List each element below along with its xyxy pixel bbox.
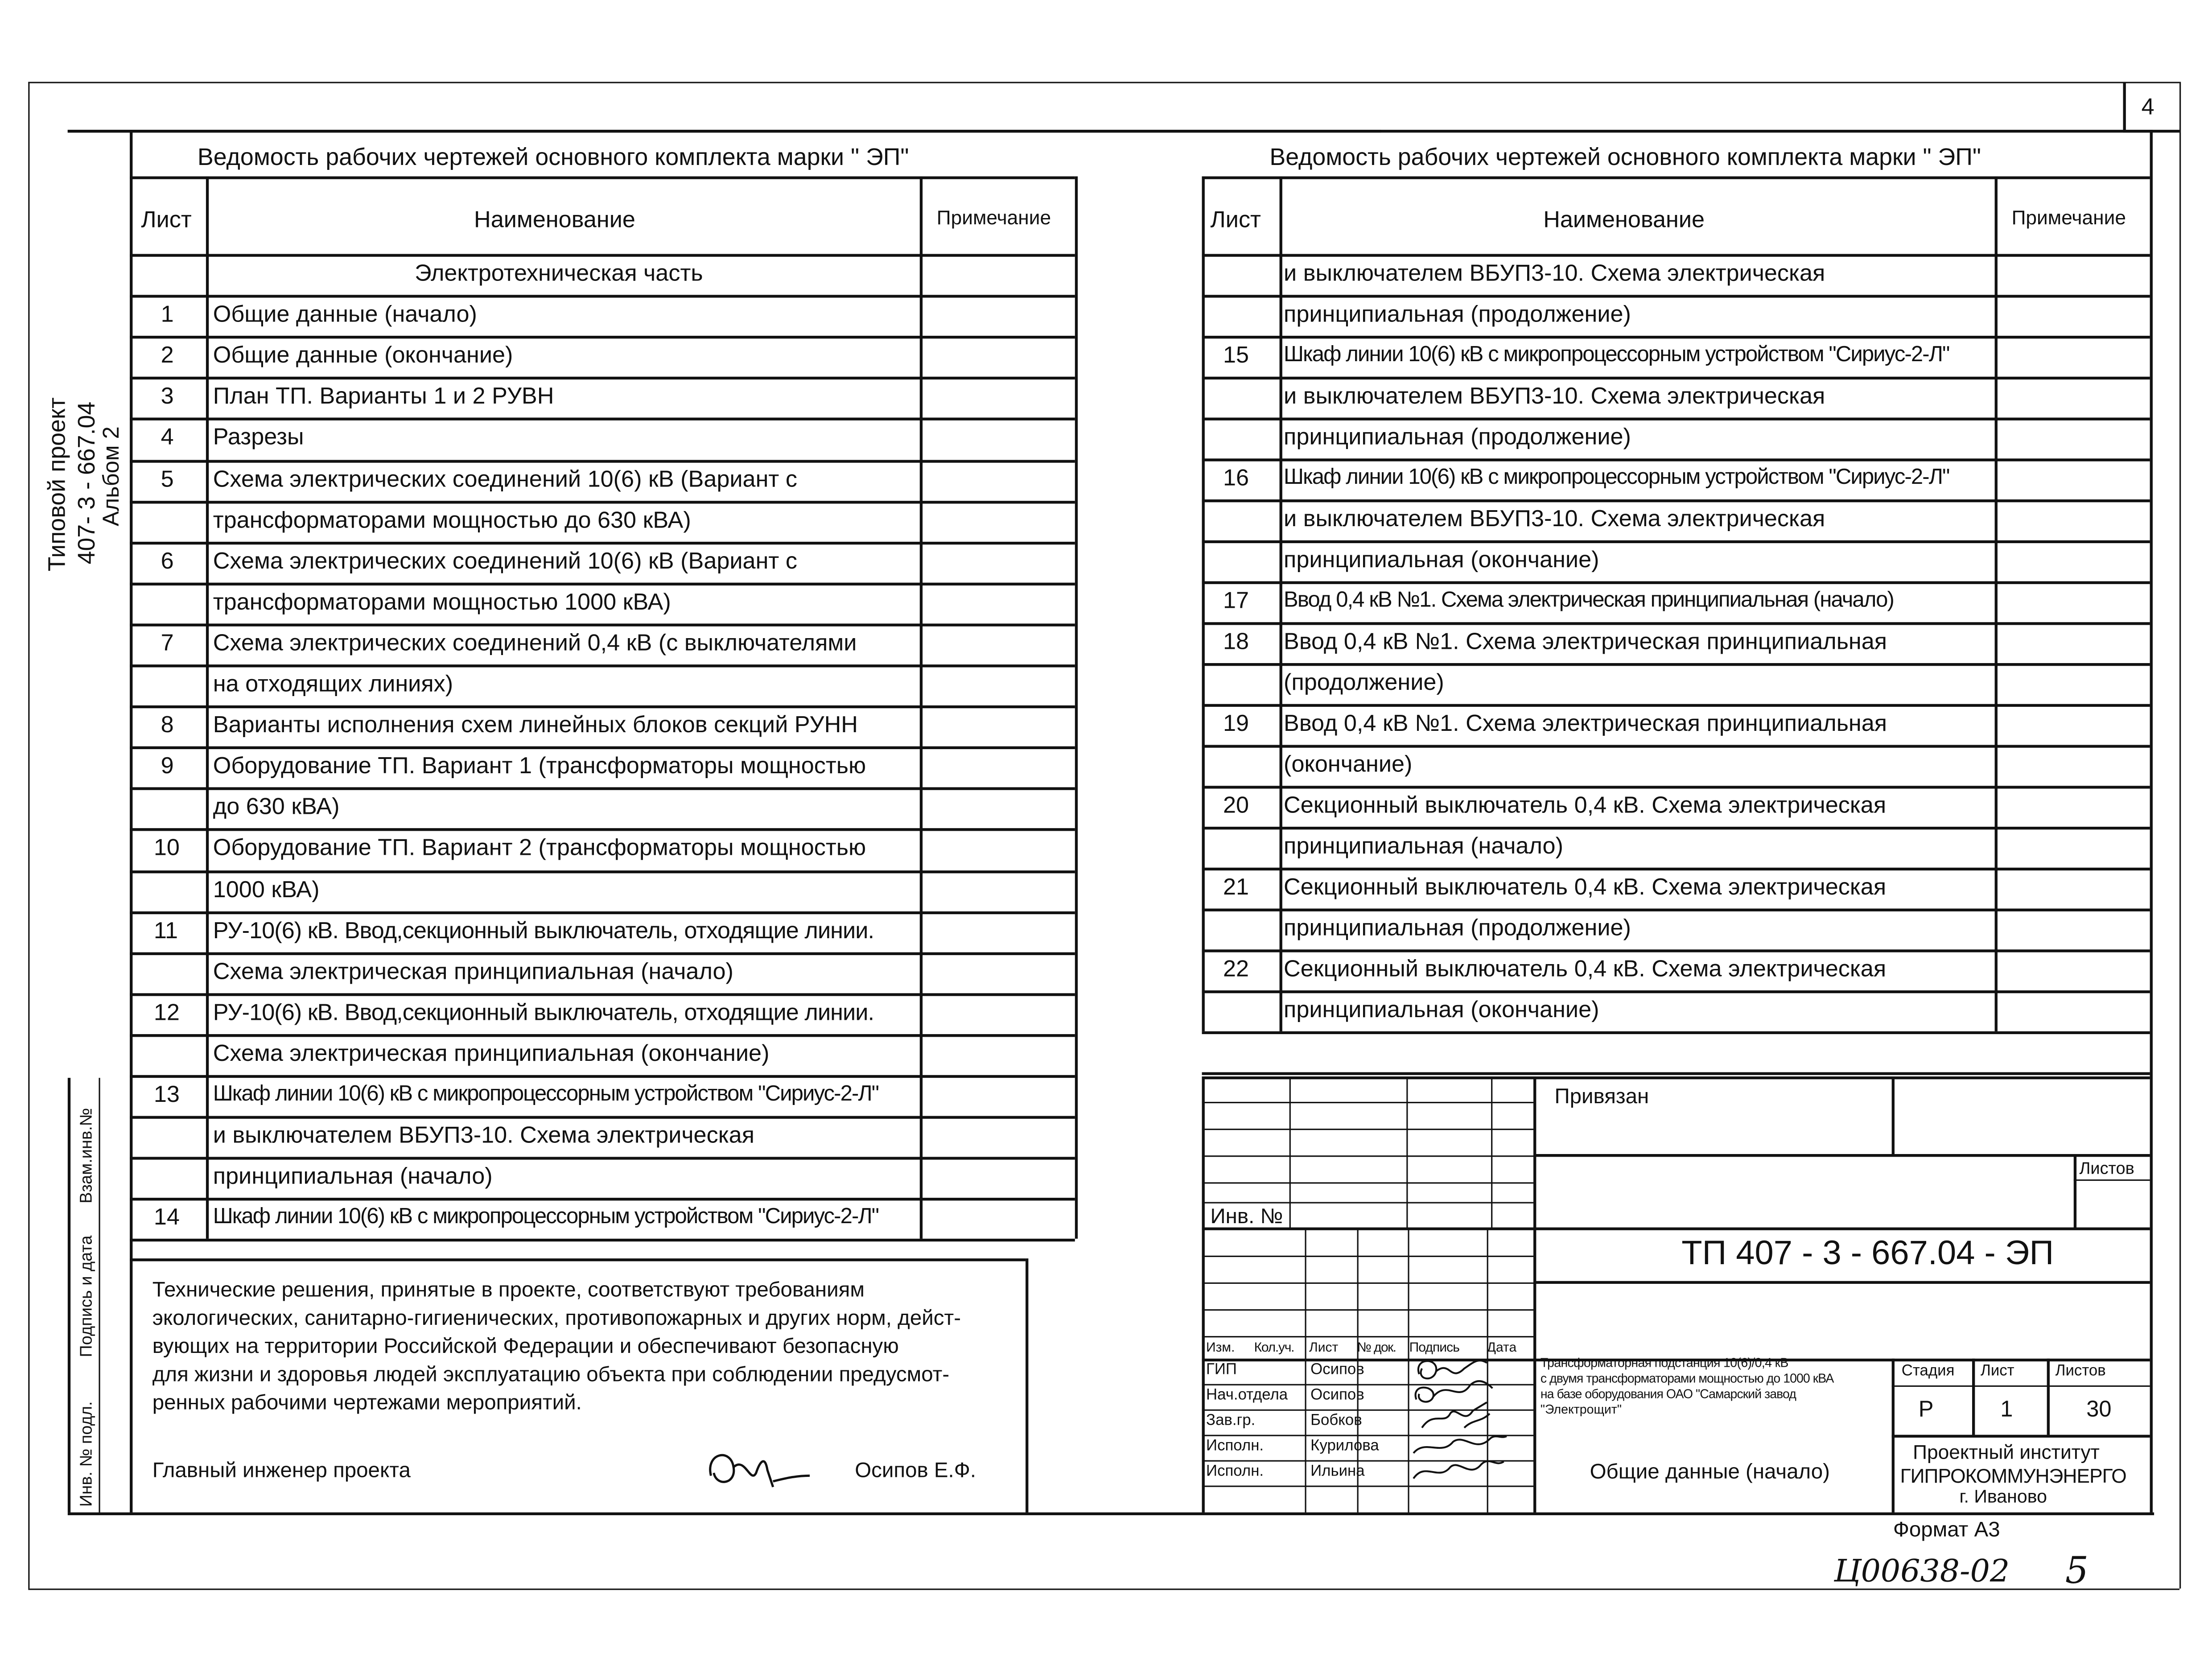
rule-line bbox=[68, 130, 1381, 132]
rule-line bbox=[1202, 949, 2150, 952]
row-title: Общие данные (начало) bbox=[213, 302, 477, 328]
stage-value: Р bbox=[1918, 1398, 1934, 1422]
staff-signatures bbox=[1408, 1354, 1535, 1490]
row-title: Схема электрических соединений 10(6) кВ (Вариант с bbox=[213, 466, 797, 492]
row-title: принципиальная (окончание) bbox=[1284, 997, 1599, 1023]
rule-line bbox=[130, 705, 1075, 708]
rule-line bbox=[1202, 1102, 1533, 1103]
row-title: на отходящих линиях) bbox=[213, 671, 453, 697]
rule-line bbox=[1202, 295, 2150, 297]
col-izm: Изм. bbox=[1206, 1340, 1235, 1356]
rule-line bbox=[1202, 663, 2150, 666]
rule-line bbox=[130, 582, 1075, 585]
row-sheet-number: 19 bbox=[1223, 711, 1249, 737]
rule-line bbox=[130, 746, 1075, 749]
rule-line bbox=[1491, 1076, 1492, 1228]
row-title: и выключателем ВБУП3-10. Схема электрическая bbox=[1284, 506, 1825, 532]
statement-line-1: Технические решения, принятые в проекте, соответствуют требованиям bbox=[152, 1278, 865, 1303]
row-title: Ввод 0,4 кВ №1. Схема электрическая принципиальная (начало) bbox=[1284, 588, 1894, 613]
statement-line-5: ренных рабочими чертежами мероприятий. bbox=[152, 1391, 582, 1415]
rule-line bbox=[130, 870, 1075, 872]
staff-name: Бобков bbox=[1310, 1412, 1362, 1429]
col-doc: № док. bbox=[1357, 1340, 1396, 1356]
row-title: Секционный выключатель 0,4 кВ. Схема электрическая bbox=[1284, 793, 1887, 819]
row-title: принципиальная (продолжение) bbox=[1284, 302, 1631, 328]
right-header-note: Примечание bbox=[2011, 206, 2126, 229]
col-kol: Кол.уч. bbox=[1254, 1340, 1294, 1356]
row-sheet-number: 14 bbox=[153, 1205, 180, 1231]
row-title: Секционный выключатель 0,4 кВ. Схема электрическая bbox=[1284, 957, 1887, 982]
listov-top-label: Листов bbox=[2079, 1158, 2134, 1178]
sheet-number: 4 bbox=[2141, 94, 2154, 120]
left-header-name: Наименование bbox=[474, 207, 635, 233]
rule-line bbox=[1533, 1154, 2150, 1157]
rule-line bbox=[130, 1116, 1075, 1119]
rule-line bbox=[130, 336, 1075, 339]
chief-signature bbox=[703, 1442, 816, 1498]
rule-line bbox=[1202, 990, 2150, 993]
rule-line bbox=[68, 1078, 70, 1512]
row-sheet-number: 12 bbox=[153, 1000, 180, 1026]
row-title: принципиальная (начало) bbox=[1284, 833, 1563, 859]
handwritten-page-number: 5 bbox=[2065, 1550, 2089, 1593]
rule-line bbox=[1202, 1076, 1205, 1513]
row-title: (окончание) bbox=[1284, 752, 1413, 778]
row-title: План ТП. Варианты 1 и 2 РУВН bbox=[213, 384, 554, 410]
rule-line bbox=[130, 664, 1075, 667]
row-sheet-number: 1 bbox=[161, 302, 174, 328]
organization-line-3: г. Иваново bbox=[1959, 1485, 2047, 1507]
rule-line bbox=[1972, 1359, 1975, 1435]
sheet-title: Общие данные (начало) bbox=[1590, 1460, 1830, 1484]
row-title: и выключателем ВБУП3-10. Схема электрическая bbox=[1284, 261, 1825, 287]
rule-line bbox=[1202, 1282, 1533, 1284]
rule-line bbox=[1533, 1228, 2150, 1230]
rule-line bbox=[28, 82, 29, 1589]
rule-line bbox=[1202, 1182, 1533, 1183]
row-title: Оборудование ТП. Вариант 2 (трансформаторы мощностью bbox=[213, 836, 866, 862]
row-title: Шкаф линии 10(6) кВ с микропроцессорным устройством "Сириус-2-Л" bbox=[213, 1082, 879, 1106]
rule-line bbox=[130, 1075, 1075, 1078]
row-title: до 630 кВА) bbox=[213, 795, 340, 820]
row-sheet-number: 10 bbox=[153, 836, 180, 862]
row-title: Электротехническая часть bbox=[415, 261, 703, 287]
row-sheet-number: 3 bbox=[161, 384, 174, 410]
sheet-label: Лист bbox=[1980, 1363, 2014, 1380]
row-title: Разрезы bbox=[213, 425, 304, 451]
staff-name: Ильина bbox=[1310, 1463, 1365, 1480]
row-sheet-number: 18 bbox=[1223, 629, 1249, 655]
rule-line bbox=[130, 459, 1075, 462]
rule-line bbox=[1995, 176, 1998, 1031]
rule-line bbox=[1202, 254, 2150, 256]
rule-line bbox=[1202, 377, 2150, 379]
sheet-value: 1 bbox=[2000, 1398, 2013, 1422]
rule-line bbox=[1026, 1258, 1028, 1512]
staff-role: Исполн. bbox=[1206, 1437, 1264, 1455]
rule-line bbox=[1202, 1031, 2150, 1034]
strip-label-vzam: Взам.инв.№ bbox=[76, 1108, 96, 1204]
rule-line bbox=[1202, 1202, 1533, 1204]
row-sheet-number: 5 bbox=[161, 466, 174, 492]
left-header-note: Примечание bbox=[936, 206, 1051, 229]
row-sheet-number: 17 bbox=[1223, 588, 1249, 614]
rule-line bbox=[68, 1513, 2154, 1515]
stamp-line-3: Альбом 2 bbox=[100, 426, 124, 527]
statement-line-2: экологических, санитарно-гигиенических, противопожарных и других норм, дейст- bbox=[152, 1306, 961, 1331]
stage-label: Стадия bbox=[1901, 1363, 1955, 1380]
format-label: Формат А3 bbox=[1893, 1518, 2000, 1542]
privyazan-label: Привязан bbox=[1554, 1084, 1649, 1109]
row-sheet-number: 8 bbox=[161, 713, 174, 738]
rule-line bbox=[1202, 827, 2150, 829]
rule-line bbox=[130, 952, 1075, 955]
chief-engineer-label: Главный инженер проекта bbox=[152, 1459, 411, 1483]
rule-line bbox=[1202, 622, 2150, 625]
col-podpis: Подпись bbox=[1409, 1340, 1459, 1356]
rule-line bbox=[1289, 1076, 1291, 1228]
stamp-line-2: 407- 3 - 667.04 bbox=[73, 401, 100, 565]
row-title: и выключателем ВБУП3-10. Схема электрическая bbox=[213, 1123, 754, 1149]
row-title: трансформаторами мощностью 1000 кВА) bbox=[213, 589, 671, 615]
row-title: Общие данные (окончание) bbox=[213, 343, 513, 369]
row-title: Схема электрических соединений 10(6) кВ (Вариант с bbox=[213, 548, 797, 574]
document-designation: ТП 407 - 3 - 667.04 - ЭП bbox=[1681, 1234, 2054, 1273]
row-sheet-number: 4 bbox=[161, 425, 174, 451]
rule-line bbox=[28, 82, 2179, 83]
row-sheet-number: 22 bbox=[1223, 957, 1249, 982]
rule-line bbox=[2047, 1359, 2050, 1435]
col-data: Дата bbox=[1487, 1340, 1517, 1356]
staff-role: Нач.отдела bbox=[1206, 1387, 1288, 1404]
row-sheet-number: 9 bbox=[161, 754, 174, 779]
row-title: трансформаторами мощностью до 630 кВА) bbox=[213, 507, 691, 533]
rule-line bbox=[1202, 176, 1205, 1031]
rule-line bbox=[1202, 336, 2150, 338]
row-sheet-number: 11 bbox=[153, 918, 178, 944]
rule-line bbox=[130, 254, 1075, 256]
rule-line bbox=[130, 418, 1075, 421]
right-header-name: Наименование bbox=[1543, 207, 1705, 233]
rule-line bbox=[130, 787, 1075, 790]
statement-line-3: вующих на территории Российской Федерации и обеспечивают безопасную bbox=[152, 1334, 899, 1359]
row-title: Шкаф линии 10(6) кВ с микропроцессорным устройством "Сириус-2-Л" bbox=[213, 1205, 879, 1229]
row-title: Секционный выключатель 0,4 кВ. Схема электрическая bbox=[1284, 874, 1887, 900]
rule-line bbox=[130, 911, 1075, 914]
rule-line bbox=[130, 1239, 1075, 1242]
left-table-title: Ведомость рабочих чертежей основного комплекта марки " ЭП" bbox=[197, 144, 909, 171]
rule-line bbox=[130, 377, 1075, 380]
sheets-label: Листов bbox=[2055, 1363, 2106, 1380]
rule-line bbox=[1202, 417, 2150, 420]
rule-line bbox=[130, 623, 1075, 626]
row-sheet-number: 15 bbox=[1223, 342, 1249, 368]
statement-line-4: для жизни и здоровья людей эксплуатацию объекта при соблюдении предусмот- bbox=[152, 1363, 950, 1387]
rule-line bbox=[1202, 1072, 2150, 1075]
handwritten-archive-number: Ц00638-02 bbox=[1833, 1554, 2010, 1590]
rule-line bbox=[1075, 176, 1078, 1239]
row-title: Шкаф линии 10(6) кВ с микропроцессорным устройством "Сириус-2-Л" bbox=[1284, 342, 1949, 367]
row-title: и выключателем ВБУП3-10. Схема электрическая bbox=[1284, 383, 1825, 409]
object-name-3: на базе оборудования ОАО "Самарский завод bbox=[1540, 1387, 1796, 1401]
rule-line bbox=[1202, 581, 2150, 584]
right-table-title: Ведомость рабочих чертежей основного комплекта марки " ЭП" bbox=[1269, 144, 1981, 171]
rule-line bbox=[1406, 1076, 1408, 1228]
row-title: (продолжение) bbox=[1284, 670, 1444, 696]
row-sheet-number: 16 bbox=[1223, 466, 1249, 491]
rule-line bbox=[2123, 82, 2126, 130]
rule-line bbox=[1202, 786, 2150, 788]
rule-line bbox=[2074, 1179, 2150, 1181]
rule-line bbox=[1202, 1129, 1533, 1130]
rule-line bbox=[130, 1034, 1075, 1037]
rule-line bbox=[130, 1198, 1075, 1201]
organization-line-2: ГИПРОКОММУНЭНЕРГО bbox=[1900, 1464, 2126, 1487]
inv-number-label: Инв. № bbox=[1210, 1204, 1283, 1229]
rule-line bbox=[1202, 1155, 1533, 1157]
right-header-sheet: Лист bbox=[1210, 207, 1261, 233]
strip-label-podpis: Подпись и дата bbox=[76, 1235, 96, 1357]
col-list: Лист bbox=[1309, 1340, 1339, 1356]
object-name-2: с двумя трансформаторами мощностью до 1000 кВА bbox=[1540, 1371, 1834, 1385]
row-sheet-number: 2 bbox=[161, 343, 174, 369]
row-title: Схема электрических соединений 0,4 кВ (с выключателями bbox=[213, 630, 857, 656]
sheets-value: 30 bbox=[2086, 1398, 2112, 1422]
rule-line bbox=[1202, 908, 2150, 911]
row-sheet-number: 7 bbox=[161, 630, 174, 656]
staff-name: Курилова bbox=[1310, 1437, 1379, 1455]
rule-line bbox=[1280, 176, 1282, 1031]
rule-line bbox=[2150, 130, 2153, 1513]
rule-line bbox=[2179, 82, 2181, 1589]
row-title: принципиальная (продолжение) bbox=[1284, 915, 1631, 941]
left-header-sheet: Лист bbox=[141, 207, 192, 233]
rule-line bbox=[1202, 1309, 1533, 1311]
rule-line bbox=[1202, 499, 2150, 502]
rule-line bbox=[1202, 868, 2150, 870]
rule-line bbox=[2074, 1154, 2076, 1228]
stamp-line-1: Типовой проект bbox=[44, 397, 71, 572]
object-name-4: "Электрощит" bbox=[1540, 1402, 1622, 1417]
row-title: Схема электрическая принципиальная (окончание) bbox=[213, 1041, 770, 1067]
rule-line bbox=[130, 295, 1075, 298]
rule-line bbox=[130, 1157, 1075, 1160]
chief-engineer-name: Осипов Е.Ф. bbox=[855, 1459, 976, 1483]
row-title: Шкаф линии 10(6) кВ с микропроцессорным устройством "Сириус-2-Л" bbox=[1284, 466, 1949, 490]
rule-line bbox=[130, 541, 1075, 544]
row-title: Варианты исполнения схем линейных блоков секций РУНН bbox=[213, 713, 858, 738]
row-title: РУ-10(6) кВ. Ввод,секционный выключатель, отходящие линии. bbox=[213, 918, 874, 944]
rule-line bbox=[1202, 704, 2150, 707]
staff-role: Зав.гр. bbox=[1206, 1412, 1256, 1429]
rule-line bbox=[1202, 540, 2150, 543]
row-title: принципиальная (окончание) bbox=[1284, 547, 1599, 573]
row-title: 1000 кВА) bbox=[213, 877, 320, 903]
rule-line bbox=[1533, 1281, 2150, 1284]
rule-line bbox=[1202, 176, 2150, 179]
row-title: принципиальная (продолжение) bbox=[1284, 425, 1631, 450]
rule-line bbox=[130, 829, 1075, 831]
rule-line bbox=[1202, 1336, 1533, 1337]
row-title: РУ-10(6) кВ. Ввод,секционный выключатель, отходящие линии. bbox=[213, 1000, 874, 1026]
rule-line bbox=[1892, 1385, 2150, 1387]
object-name-1: Трансформаторная подстанция 10(6)/0,4 кВ bbox=[1540, 1356, 1788, 1370]
rule-line bbox=[130, 176, 1075, 179]
strip-label-inv: Инв. № подл. bbox=[76, 1401, 96, 1507]
staff-role: ГИП bbox=[1206, 1361, 1237, 1379]
row-title: Ввод 0,4 кВ №1. Схема электрическая принципиальная bbox=[1284, 629, 1887, 655]
rule-line bbox=[1202, 1076, 2150, 1079]
rule-line bbox=[1305, 1228, 1306, 1513]
row-title: Ввод 0,4 кВ №1. Схема электрическая принципиальная bbox=[1284, 711, 1887, 737]
rule-line bbox=[1202, 745, 2150, 747]
row-sheet-number: 6 bbox=[161, 548, 174, 574]
row-title: принципиальная (начало) bbox=[213, 1164, 493, 1190]
rule-line bbox=[1892, 1435, 2150, 1438]
row-sheet-number: 20 bbox=[1223, 793, 1249, 819]
row-title: Оборудование ТП. Вариант 1 (трансформаторы мощностью bbox=[213, 754, 866, 779]
staff-name: Осипов bbox=[1310, 1361, 1364, 1379]
staff-role: Исполн. bbox=[1206, 1463, 1264, 1480]
row-title: Схема электрическая принципиальная (начало) bbox=[213, 959, 733, 985]
rule-line bbox=[99, 1078, 100, 1512]
rule-line bbox=[130, 500, 1075, 503]
rule-line bbox=[1202, 458, 2150, 461]
row-sheet-number: 21 bbox=[1223, 874, 1249, 900]
rule-line bbox=[130, 993, 1075, 996]
row-sheet-number: 13 bbox=[153, 1082, 180, 1108]
rule-line bbox=[1202, 1256, 1533, 1257]
rule-line bbox=[130, 1258, 1026, 1261]
staff-name: Осипов bbox=[1310, 1387, 1364, 1404]
rule-line bbox=[1892, 1076, 1895, 1154]
organization-line-1: Проектный институт bbox=[1913, 1440, 2100, 1463]
